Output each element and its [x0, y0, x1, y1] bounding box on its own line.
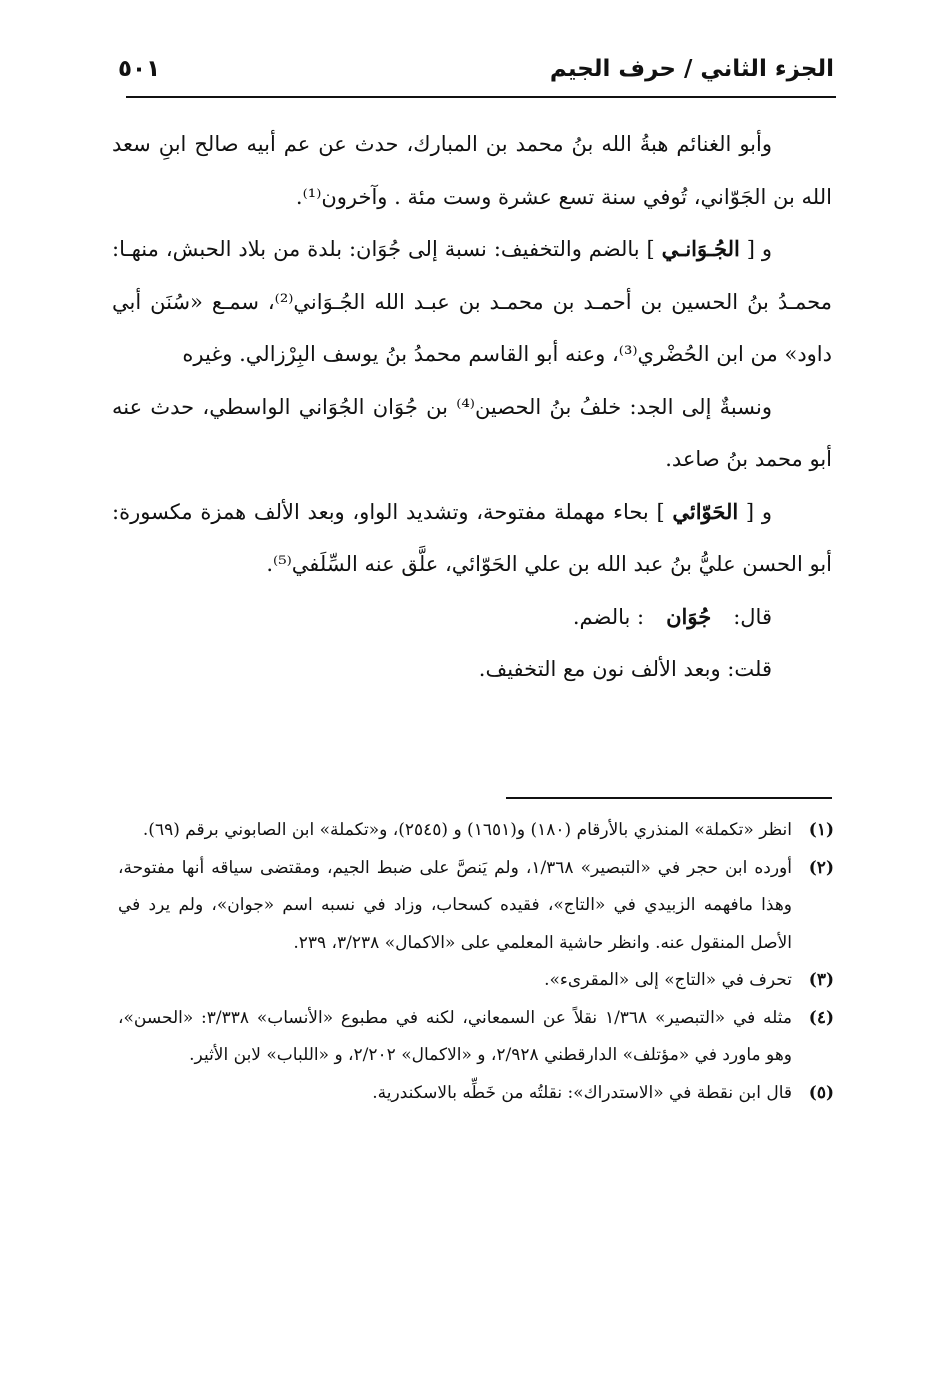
- header-rule: [126, 96, 836, 98]
- footnote-number: (٥): [808, 1082, 834, 1103]
- qala-text: : بالضم.: [572, 604, 645, 629]
- entry-term-hawwai: الحَوّائي: [672, 498, 739, 524]
- qultu-line: قلت: وبعد الألف نون مع التخفيف.: [478, 657, 772, 681]
- footnote-4: [118, 1000, 834, 1075]
- page-header: [118, 52, 834, 92]
- footnote-3: [118, 962, 834, 1000]
- footnote-text: قال ابن نقطة في «الاستدراك»: نقلتُه من خَطِّه بالاسكندرية.: [372, 1082, 792, 1103]
- footnote-text: أورده ابن حجر في «التبصير» ١/٣٦٨، ولم يَنصَّ على ضبط الجيم، ومقتضى سياقه أنها مفتوحة، وهذا مافهمه الزبيدي في «التاج»، فقيده كسحاب، وزاد في نسبه اسم «جوان»، ولم يرد في الأصل المنقول عنه. وانظر حاشية المعلمي على «الاكمال» ٣/٢٣٨، ٢٣٩.: [118, 857, 792, 953]
- footnote-5: [118, 1075, 834, 1113]
- qala-line: [112, 591, 832, 644]
- entry-term-juwani: الجُـوَانـي: [661, 236, 740, 261]
- bracket-open: و [: [745, 499, 772, 524]
- footnote-1: [118, 812, 834, 850]
- bracket-open: و [: [746, 237, 772, 261]
- paragraph-3: ونسبةٌ إلى الجد: خلفُ بنُ الحصين⁽⁴⁾ بن جُوَان الجُوَاني الواسطي، حدث عنه أبو محمد بنُ صاعد.: [112, 394, 832, 471]
- running-head: الجزء الثاني / حرف الجيم: [549, 56, 834, 82]
- footnote-text: مثله في «التبصير» ١/٣٦٨ نقلاً عن السمعاني، لكنه في مطبوع «الأنساب» ٣/٣٣٨: «الحسن»، وهو ماورد في «مؤتلف» الدارقطني ٢/٩٢٨، و «الاكمال» ٢/٢٠٢، و «اللباب» لابن الأثير.: [118, 1007, 792, 1065]
- qala-term: جُوَان: [666, 603, 712, 629]
- paragraph-2-text: ] بالضم والتخفيف: نسبة إلى جُوَان: بلدة من بلاد الحبش، منهـا: محمـدُ بنُ الحسين بن أحمـد بن محمـد بن عبـد الله الجُـوَاني⁽²⁾، سمـع «سُنَن أبي داود» من ابن الحُضْري⁽³⁾، وعنه أبو القاسم محمدُ بنُ يوسف البِرْزالي. وغيره: [112, 237, 832, 366]
- page-number: ٥٠١: [118, 56, 161, 82]
- paragraph-2: [112, 223, 832, 381]
- footnote-2: [118, 850, 834, 963]
- main-text: [112, 118, 832, 696]
- footnote-text: تحرف في «التاج» إلى «المقرىء».: [544, 970, 792, 990]
- paragraph-4: [112, 486, 832, 591]
- footnotes: [118, 812, 834, 1112]
- paragraph-1: وأبو الغنائم هبةُ الله بنُ محمد بن المبارك، حدث عن عم أبيه صالح ابنِ سعد الله بن الجَوّاني، تُوفي سنة تسع عشرة وست مئة . وآخرون⁽¹⁾.: [112, 132, 832, 209]
- footnote-text: انظر «تكملة» المنذري بالأرقام (١٨٠) و(١٦٥١) و (٢٥٤٥)، و«تكملة» ابن الصابوني برقم (٦٩).: [142, 820, 792, 840]
- footnote-number: (١): [808, 820, 834, 840]
- footnote-number: (٤): [808, 1007, 834, 1028]
- footnote-number: (٢): [808, 857, 834, 878]
- footnote-number: (٣): [808, 970, 834, 990]
- paragraph-4-text: ] بحاء مهملة مفتوحة، وتشديد الواو، وبعد الألف همزة مكسورة: أبو الحسن عليُّ بنُ عبد الله بن علي الحَوّائي، علَّق عنه السِّلَفي⁽⁵⁾.: [112, 499, 832, 576]
- footnote-rule: [506, 797, 832, 799]
- qala-label: قال:: [733, 604, 772, 629]
